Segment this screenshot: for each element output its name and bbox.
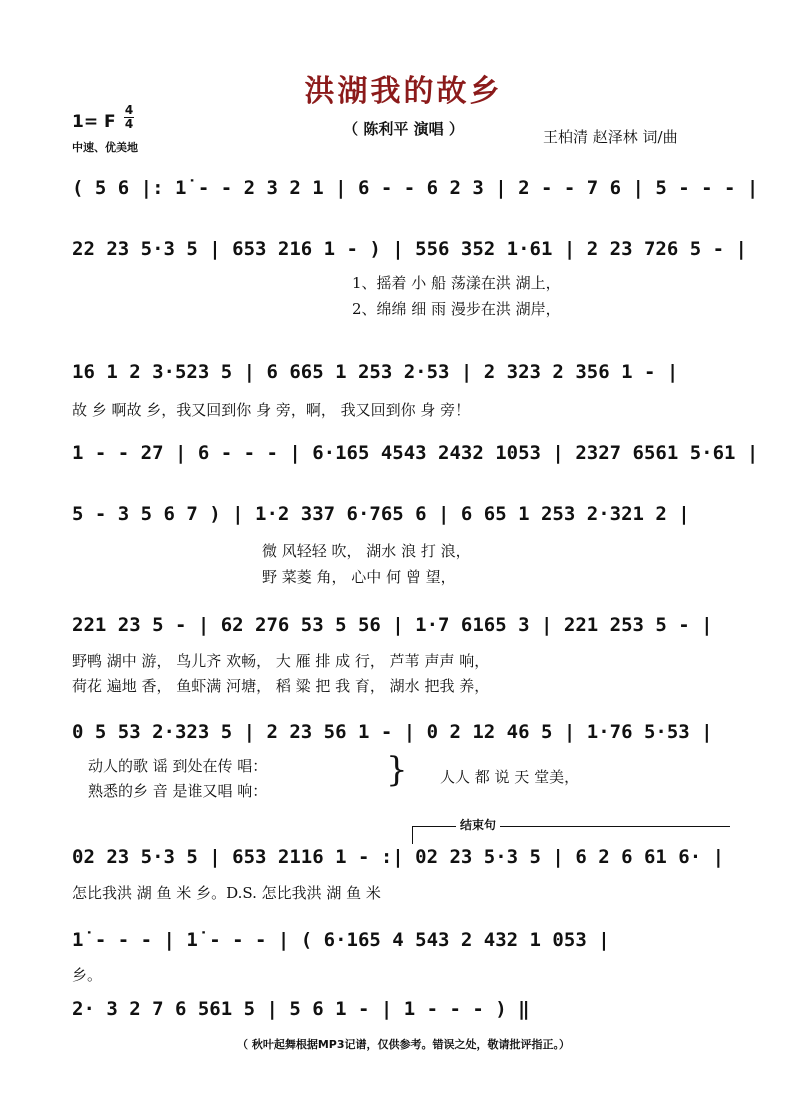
staff-line-1: ( 5 6 |: 1̇ - - 2 3 2 1 | 6 - - 6 2 3 | 2 - - 7 6 | 5 - - - | — [72, 177, 759, 199]
staff-line-9: 1̇ - - - | 1̇ - - - | ( 6·165 4 543 2 432 1 053 | — [72, 929, 610, 951]
lyric-verse1: 动人的歌 谣 到处在传 唱： — [88, 757, 268, 775]
lyric-brace: } — [386, 750, 408, 790]
lyric-line: 怎比我洪 湖 鱼 米 乡。D.S. 怎比我洪 湖 鱼 米 — [72, 884, 381, 902]
lyric-line: 乡。 — [72, 966, 103, 984]
staff-line-8: 02 23 5·3 5 | 653 2116 1 - :| 02 23 5·3 5 | 6 2 6 61 6· | — [72, 846, 725, 868]
ending-bracket-left — [412, 826, 413, 844]
staff-line-6: 221 23 5 - | 62 276 53 5 56 | 1·7 6165 3 | 221 253 5 - | — [72, 614, 713, 636]
tempo-marking: 中速、优美地 — [72, 141, 138, 154]
lyric-refrain: 人人 都 说 天 堂美， — [440, 768, 580, 786]
staff-line-5: 5 - 3 5 6 7 ) | 1·2 337 6·765 6 | 6 65 1 253 2·321 2 | — [72, 503, 690, 525]
staff-line-3: 16 1 2 3·523 5 | 6 665 1 253 2·53 | 2 323 2 356 1 - | — [72, 361, 679, 383]
ending-label: 结束句 — [456, 816, 500, 833]
time-signature — [124, 104, 134, 130]
key-signature: 1= F — [72, 112, 116, 132]
lyric-verse1: 微 风轻轻 吹， 湖水 浪 打 浪， — [262, 542, 471, 560]
staff-line-7: 0 5 53 2·323 5 | 2 23 56 1 - | 0 2 12 46 5 | 1·76 5·53 | — [72, 721, 713, 743]
staff-line-2: 22 23 5·3 5 | 653 216 1 - ) | 556 352 1·61 | 2 23 726 5 - | — [72, 238, 747, 260]
staff-line-10: 2· 3 2 7 6 561 5 | 5 6 1 - | 1 - - - ) ‖ — [72, 998, 530, 1020]
lyric-verse1: 1、摇着 小 船 荡漾在洪 湖上， — [352, 274, 561, 292]
song-title: 洪湖我的故乡 — [304, 74, 503, 109]
lyric-verse2: 2、绵绵 细 雨 漫步在洪 湖岸， — [352, 300, 561, 318]
lyric-verse2: 熟悉的乡 音 是谁又唱 响： — [88, 782, 268, 800]
singer-credit: （ 陈利平 演唱 ） — [343, 120, 464, 138]
lyric-verse2: 野 菜菱 角， 心中 何 曾 望， — [262, 568, 456, 586]
lyric-line: 故 乡 啊故 乡，我又回到你 身 旁，啊， 我又回到你 身 旁！ — [72, 401, 471, 419]
time-signature-bottom: 4 — [124, 117, 134, 131]
time-signature-top: 4 — [124, 103, 134, 117]
lyricist-composer: 王柏清 赵泽林 词/曲 — [543, 128, 678, 146]
lyric-verse2: 荷花 遍地 香， 鱼虾满 河塘， 稻 粱 把 我 育， 湖水 把我 养， — [72, 677, 490, 695]
staff-line-4: 1 - - 27 | 6 - - - | 6·165 4543 2432 1053 | 2327 6561 5·61 | — [72, 442, 759, 464]
lyric-verse1: 野鸭 湖中 游， 鸟儿齐 欢畅， 大 雁 排 成 行， 芦苇 声声 响， — [72, 652, 490, 670]
transcriber-note: （ 秋叶起舞根据MP3记谱，仅供参考。错误之处，敬请批评指正。） — [237, 1038, 570, 1051]
